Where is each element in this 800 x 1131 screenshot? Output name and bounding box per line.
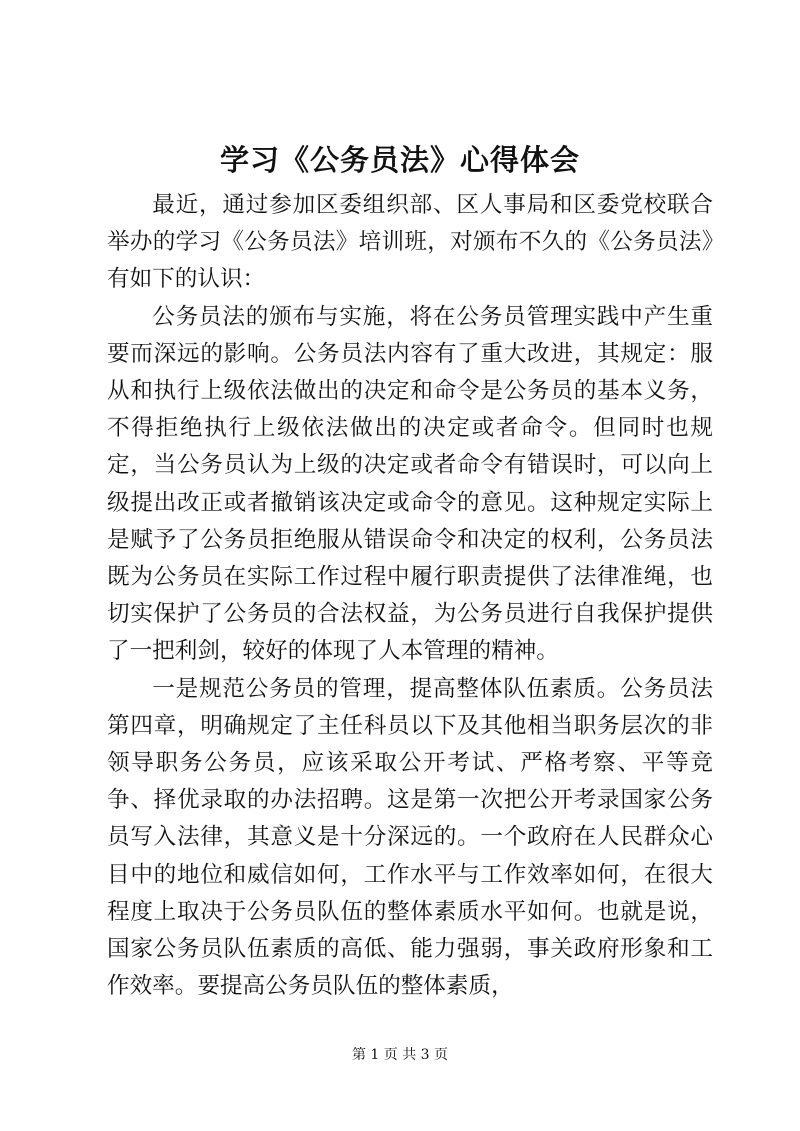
paragraph-point-one: 一是规范公务员的管理，提高整体队伍素质。公务员法第四章，明确规定了主任科员以下及其他相当职务层次的非领导职务公务员，应该采取公开考试、严格考察、平等竞争、择优录取的办法招聘。这是第一次把公开考录国家公务员写入法律，其意义是十分深远的。一个政府在人民群众心目中的地位和威信如何，工作水平与工作效率如何，在很大程度上取决于公务员队伍的整体素质水平如何。也就是说，国家公务员队伍素质的高低、能力强弱，事关政府形象和工作效率。要提高公务员队伍的整体素质，: [107, 675, 713, 1000]
paragraph-intro: 最近，通过参加区委组织部、区人事局和区委党校联合举办的学习《公务员法》培训班，对颁布不久的《公务员法》有如下的认识：: [107, 192, 713, 293]
page-footer: 第 1 页 共 3 页: [351, 1047, 449, 1063]
document-title: 学习《公务员法》心得体会: [219, 143, 580, 177]
document-body: [107, 187, 713, 1005]
paragraph-significance: 公务员法的颁布与实施，将在公务员管理实践中产生重要而深远的影响。公务员法内容有了重大改进，其规定：服从和执行上级依法做出的决定和命令是公务员的基本义务，不得拒绝执行上级依法做出的决定或者命令。但同时也规定，当公务员认为上级的决定或者命令有错误时，可以向上级提出改正或者撤销该决定或命令的意见。这种规定实际上是赋予了公务员拒绝服从错误命令和决定的权利，公务员法既为公务员在实际工作过程中履行职责提供了法律准绳，也切实保护了公务员的合法权益，为公务员进行自我保护提供了一把利剑，较好的体现了人本管理的精神。: [107, 303, 713, 665]
